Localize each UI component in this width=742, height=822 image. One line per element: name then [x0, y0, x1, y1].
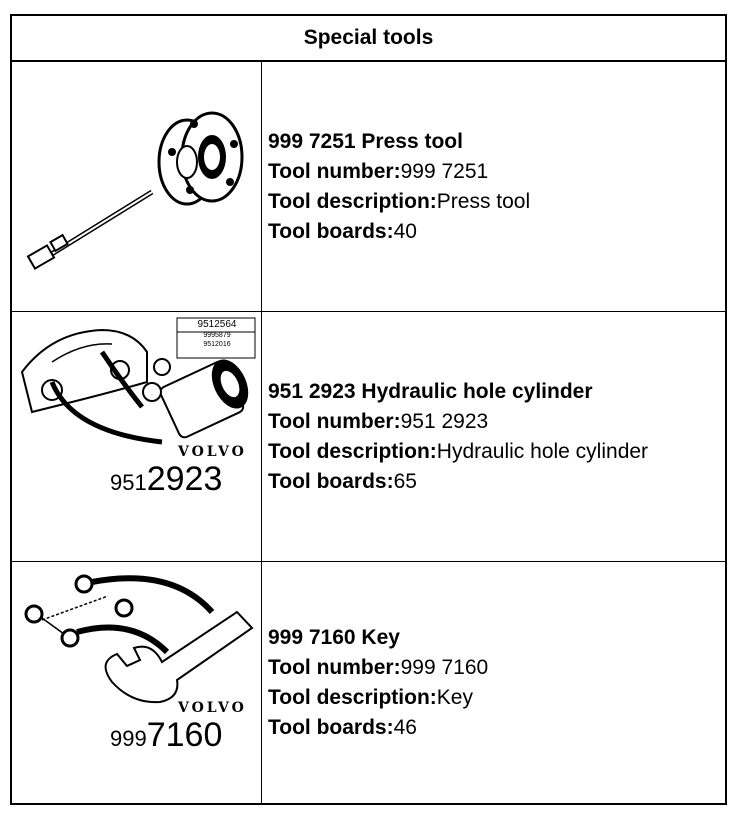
tool-number-label: Tool number: [268, 159, 401, 183]
hydraulic-cylinder-drawing [12, 312, 261, 561]
part-number-suffix: 7160 [146, 716, 223, 754]
tool-description-line [268, 437, 725, 467]
table-row [12, 62, 725, 312]
part-number-suffix: 2923 [146, 460, 223, 498]
tool-boards-line [268, 467, 725, 497]
part-number-prefix: 951 [110, 470, 147, 495]
hydraulic-cylinder-illustration [12, 312, 262, 561]
tool-number-value: 999 7160 [400, 655, 489, 679]
tool-number-value: 951 2923 [400, 409, 489, 433]
tool-boards-line [268, 713, 725, 743]
tool-description-line [268, 187, 725, 217]
part-label-line2: 9995879 [203, 332, 231, 339]
table-title: Special tools [303, 26, 434, 49]
tool-number-value: 999 7251 [400, 159, 489, 183]
table-header [12, 16, 725, 62]
tool-number-line [268, 157, 725, 187]
tool-number-label: Tool number: [268, 655, 401, 679]
tool-description-value: Hydraulic hole cylinder [436, 439, 649, 463]
tool-info [262, 562, 725, 803]
tool-number-line [268, 407, 725, 437]
part-number-mark [110, 716, 222, 755]
part-label-top: 9512564 [197, 319, 237, 330]
tool-boards-label: Tool boards: [268, 469, 394, 493]
tool-title: 951 2923 Hydraulic hole cylinder [268, 379, 593, 403]
tool-description-value: Key [436, 685, 473, 709]
tool-description-label: Tool description: [268, 685, 437, 709]
part-number-prefix: 999 [110, 726, 147, 751]
tool-boards-value: 40 [393, 219, 417, 243]
tool-title: 999 7251 Press tool [268, 129, 463, 153]
tool-description-label: Tool description: [268, 189, 437, 213]
part-number-mark [110, 460, 222, 499]
tool-description-line [268, 683, 725, 713]
tool-info [262, 62, 725, 311]
part-label-box [180, 319, 254, 349]
tool-number-line [268, 653, 725, 683]
press-tool-drawing [12, 62, 261, 311]
press-tool-illustration [12, 62, 262, 311]
key-tool-illustration [12, 562, 262, 803]
key-tool-drawing [12, 562, 261, 803]
tool-boards-value: 65 [393, 469, 417, 493]
tool-info [262, 312, 725, 561]
part-label-line3: 9512016 [203, 341, 231, 348]
tool-boards-line [268, 217, 725, 247]
tool-boards-label: Tool boards: [268, 219, 394, 243]
volvo-logo: VOLVO [178, 444, 247, 460]
special-tools-table [10, 14, 727, 805]
tool-boards-label: Tool boards: [268, 715, 394, 739]
table-row [12, 312, 725, 562]
tool-number-label: Tool number: [268, 409, 401, 433]
tool-description-label: Tool description: [268, 439, 437, 463]
volvo-logo: VOLVO [178, 700, 247, 716]
tool-title: 999 7160 Key [268, 625, 400, 649]
tool-boards-value: 46 [393, 715, 417, 739]
tool-description-value: Press tool [436, 189, 531, 213]
table-row [12, 562, 725, 803]
